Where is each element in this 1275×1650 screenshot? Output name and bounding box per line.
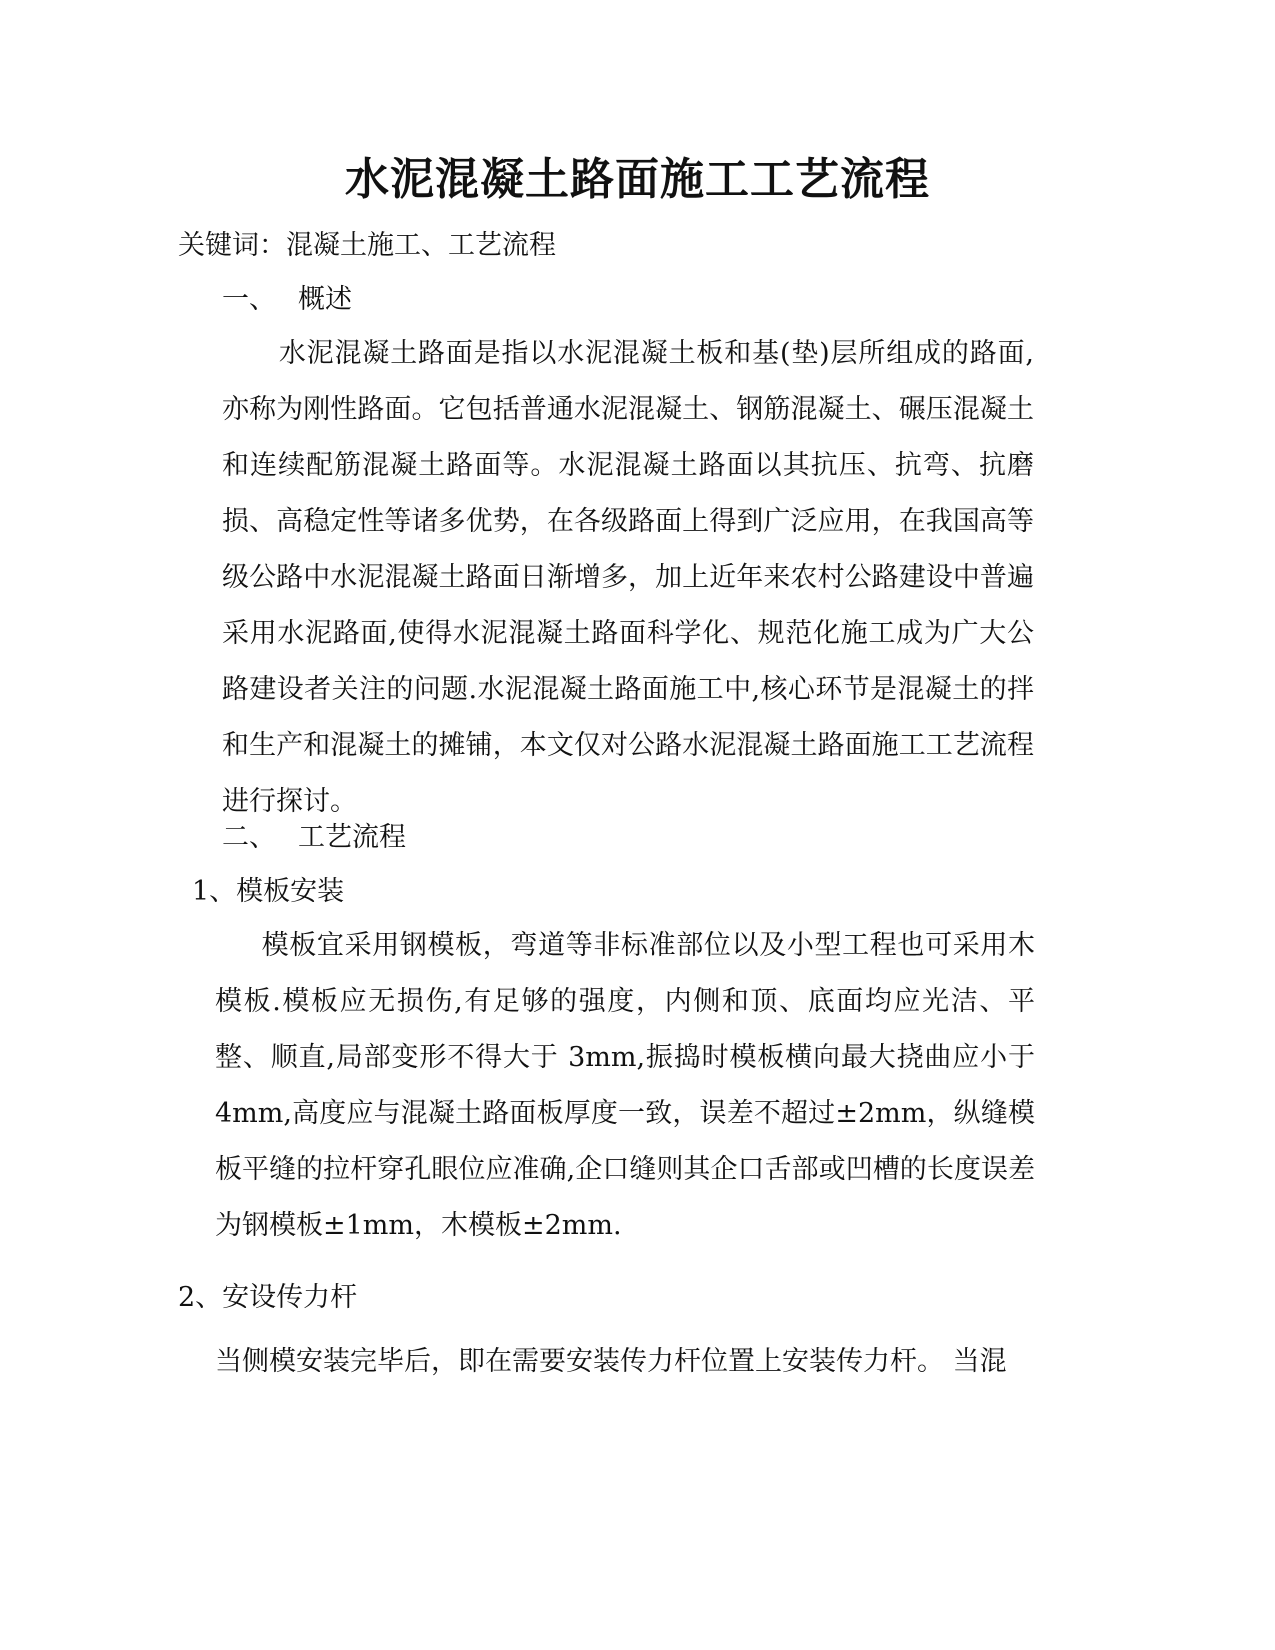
section-heading-process — [222, 820, 406, 856]
overview-paragraph-text: 水泥混凝土路面是指以水泥混凝土板和基(垫)层所组成的路面,亦称为刚性路面。它包括普通水泥混凝土、钢筋混凝土、碾压混凝土和连续配筋混凝土路面等。水泥混凝土路面以其抗压、抗弯、抗磨损、高稳定性等诸多优势，在各级路面上得到广泛应用，在我国高等级公路中水泥混凝土路面日渐增多，加上近年来农村公路建设中普遍采用水泥路面,使得水泥混凝土路面科学化、规范化施工成为广大公路建设者关注的问题.水泥混凝土路面施工中,核心环节是混凝土的拌和生产和混凝土的摊铺，本文仅对公路水泥混凝土路面施工工艺流程进行探讨。 — [222, 338, 1034, 817]
section-number: 二、 — [222, 822, 276, 853]
formwork-paragraph — [215, 918, 1035, 1254]
section-title: 概述 — [298, 284, 352, 315]
keywords-line: 关键词：混凝土施工、工艺流程 — [178, 230, 556, 261]
document-title: 水泥混凝土路面施工工艺流程 — [345, 154, 930, 205]
overview-paragraph — [222, 326, 1034, 830]
section-heading-overview — [222, 282, 352, 318]
formwork-paragraph-text: 模板宜采用钢模板，弯道等非标准部位以及小型工程也可采用木模板.模板应无损伤,有足够的强度，内侧和顶、底面均应光洁、平整、顺直,局部变形不得大于 3mm,振捣时模板横向最大挠曲应小于 4mm,高度应与混凝土路面板厚度一致，误差不超过±2mm，纵缝模板平缝的拉杆穿孔眼位应准确,企口缝则其企口舌部或凹槽的长度误差为钢模板±1mm，木模板±2mm. — [215, 930, 1035, 1241]
section-number: 一、 — [222, 284, 276, 315]
step-heading-dowel-bar: 2、安设传力杆 — [178, 1282, 358, 1313]
dowel-bar-paragraph: 当侧模安装完毕后，即在需要安装传力杆位置上安装传力杆。 当混 — [215, 1346, 1007, 1377]
step-heading-formwork: 1、模板安装 — [192, 876, 345, 907]
section-title: 工艺流程 — [298, 822, 406, 853]
